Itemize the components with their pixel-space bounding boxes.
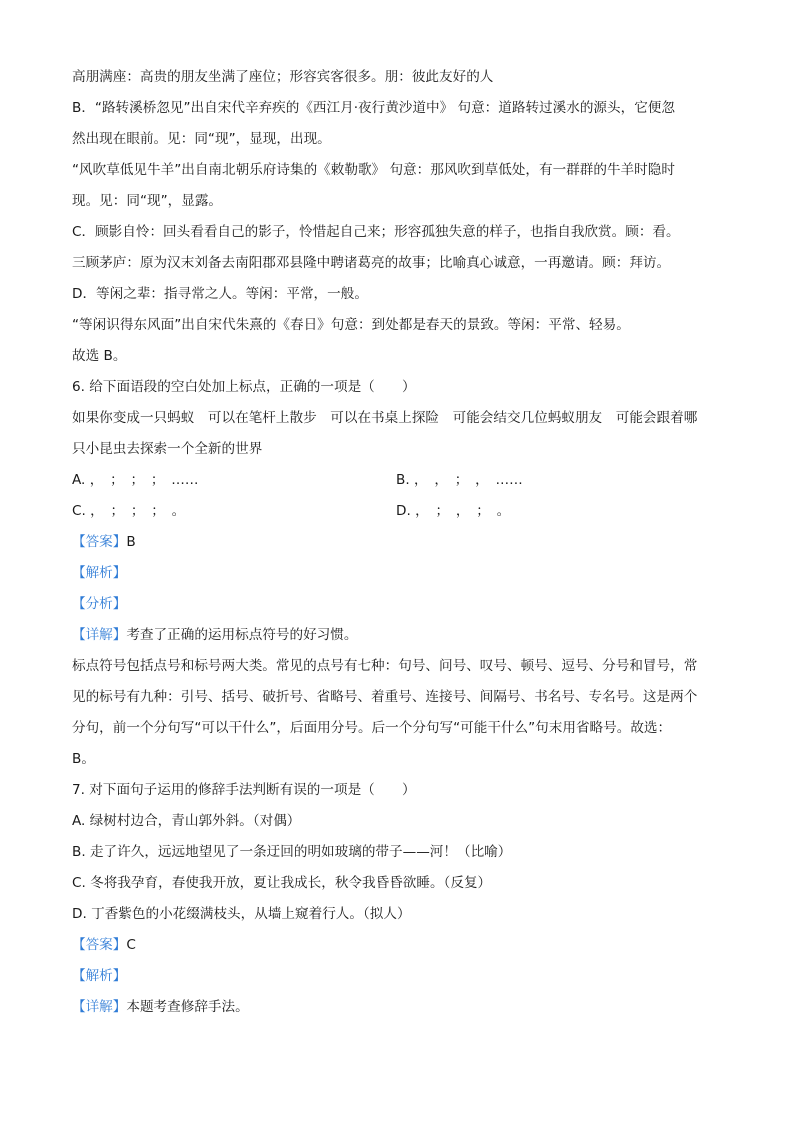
answer-line: [72, 527, 722, 558]
text-line: 故选 B。: [72, 348, 127, 364]
document-page: [72, 62, 722, 1023]
option-b: B. ， ， ； ， ……: [396, 472, 523, 488]
breakdown-line: [72, 589, 722, 620]
question-6-options-row-1: [72, 465, 722, 496]
text-line: 高朋满座：高贵的朋友坐满了座位；形容宾客很多。朋：彼此友好的人: [72, 69, 494, 85]
analysis-tag: 【解析】: [72, 565, 127, 581]
breakdown-tag: 【分析】: [72, 596, 127, 612]
detail-line: [72, 620, 722, 651]
detail-text: 见的标号有九种：引号、括号、破折号、省略号、着重号、连接号、间隔号、书名号、专名号。这是两个: [72, 689, 698, 705]
answer-line: [72, 930, 722, 961]
answer-value: B: [126, 534, 136, 550]
text-line: 三顾茅庐：原为汉末刘备去南阳郡邓县隆中聘诸葛亮的故事；比喻真心诚意，一再邀请。顾：拜访。: [72, 255, 671, 271]
option-a: A. ， ； ； ； ……: [72, 472, 199, 488]
detail-tag: 【详解】: [72, 999, 127, 1015]
detail-text: 标点符号包括点号和标号两大类。常见的点号有七种：句号、问号、叹号、顿号、逗号、分号和冒号，常: [72, 658, 698, 674]
text-line: D．等闲之辈：指寻常之人。等闲：平常，一般。: [72, 286, 368, 302]
text-line: “等闲识得东风面”出自宋代朱熹的《春日》句意：到处都是春天的景致。等闲：平常、轻易。: [72, 317, 630, 333]
detail-text: 分句，前一个分句写“可以干什么”，后面用分号。后一个分句写“可能干什么”句末用省略号。故选：: [72, 720, 672, 736]
detail-text: B。: [72, 751, 95, 767]
option-c: C. 冬将我孕育，春使我开放，夏让我成长，秋令我昏昏欲睡。（反复）: [72, 875, 492, 891]
detail-tag: 【详解】: [72, 627, 127, 643]
text-line: 现。见：同“现”，显露。: [72, 193, 223, 209]
question-6-passage: 只小昆虫去探索一个全新的世界: [72, 441, 263, 457]
text-line: “风吹草低见牛羊”出自南北朝乐府诗集的《敕勒歌》 句意：那风吹到草低处，有一群群的牛羊时隐时: [72, 162, 675, 178]
detail-line: [72, 992, 722, 1023]
question-6-options-row-2: [72, 496, 722, 527]
option-d: D. 丁香紫色的小花缀满枝头，从墙上窥着行人。（拟人）: [72, 906, 411, 922]
option-a: A. 绿树村边合，青山郭外斜。（对偶）: [72, 813, 301, 829]
text-line: C．顾影自怜：回头看看自己的影子，怜惜起自己来；形容孤独失意的样子，也指自我欣赏。顾：看。: [72, 224, 680, 240]
question-7-stem: 7. 对下面句子运用的修辞手法判断有误的一项是（ ）: [72, 782, 416, 798]
detail-text: 本题考查修辞手法。: [126, 999, 249, 1015]
text-line: 然出现在眼前。见：同“现”，显现，出现。: [72, 131, 331, 147]
question-6-passage: 如果你变成一只蚂蚁 可以在笔杆上散步 可以在书桌上探险 可能会结交几位蚂蚁朋友 可能会跟着哪: [72, 410, 698, 426]
analysis-line: [72, 558, 722, 589]
analysis-tag: 【解析】: [72, 968, 127, 984]
answer-value: C: [126, 937, 136, 953]
detail-text: 考查了正确的运用标点符号的好习惯。: [126, 627, 358, 643]
answer-tag: 【答案】: [72, 937, 127, 953]
answer-tag: 【答案】: [72, 534, 127, 550]
option-d: D. ， ； ， ； 。: [396, 503, 511, 519]
question-6-stem: 6. 给下面语段的空白处加上标点，正确的一项是（ ）: [72, 379, 416, 395]
text-line: B．“路转溪桥忽见”出自宋代辛弃疾的《西江月·夜行黄沙道中》 句意：道路转过溪水的源头，它便忽: [72, 100, 675, 116]
option-b: B. 走了许久，远远地望见了一条迂回的明如玻璃的带子——河！（比喻）: [72, 844, 512, 860]
analysis-line: [72, 961, 722, 992]
option-c: C. ， ； ； ； 。: [72, 503, 186, 519]
